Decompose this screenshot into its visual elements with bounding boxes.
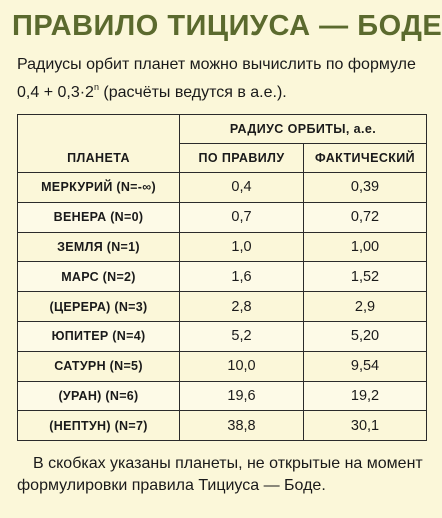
actual-value-cell: 0,39 xyxy=(304,173,427,203)
rule-value-cell: 2,8 xyxy=(180,292,304,322)
actual-value-cell: 1,52 xyxy=(304,262,427,292)
table-row xyxy=(18,351,427,381)
intro-text: Радиусы орбит планет можно вычислить по формуле 0,4 + 0,3·2 xyxy=(17,56,416,101)
rule-value-cell: 10,0 xyxy=(180,351,304,381)
rule-value-cell: 19,6 xyxy=(180,381,304,411)
rule-value-cell: 38,8 xyxy=(180,411,304,441)
planet-cell: (ЦЕРЕРА) (N=3) xyxy=(18,292,180,322)
actual-value-cell: 19,2 xyxy=(304,381,427,411)
header-actual: ФАКТИЧЕСКИЙ xyxy=(304,144,427,173)
actual-value-cell: 9,54 xyxy=(304,351,427,381)
rule-value-cell: 5,2 xyxy=(180,321,304,351)
planet-cell: ЗЕМЛЯ (N=1) xyxy=(18,232,180,262)
planet-cell: САТУРН (N=5) xyxy=(18,351,180,381)
actual-value-cell: 0,72 xyxy=(304,202,427,232)
table-row xyxy=(18,173,427,203)
table-body xyxy=(18,173,427,441)
rule-value-cell: 1,6 xyxy=(180,262,304,292)
intro-text-end: (расчёты ведутся в а.е.). xyxy=(98,84,287,101)
footnote: В скобках указаны планеты, не открытые на момент формулировки правила Тициуса — Боде. xyxy=(17,455,423,495)
actual-value-cell: 5,20 xyxy=(304,321,427,351)
table-row xyxy=(18,411,427,441)
planet-cell: ЮПИТЕР (N=4) xyxy=(18,321,180,351)
actual-value-cell: 1,00 xyxy=(304,232,427,262)
header-orbit-radius: РАДИУС ОРБИТЫ, а.е. xyxy=(180,115,427,144)
header-by-rule: ПО ПРАВИЛУ xyxy=(180,144,304,173)
table-row xyxy=(18,202,427,232)
planet-cell: (УРАН) (N=6) xyxy=(18,381,180,411)
table-row xyxy=(18,292,427,322)
table-row xyxy=(18,262,427,292)
actual-value-cell: 30,1 xyxy=(304,411,427,441)
header-planet: ПЛАНЕТА xyxy=(18,115,180,173)
actual-value-cell: 2,9 xyxy=(304,292,427,322)
rule-value-cell: 0,7 xyxy=(180,202,304,232)
planet-cell: МЕРКУРИЙ (N=-∞) xyxy=(18,173,180,203)
planet-cell: (НЕПТУН) (N=7) xyxy=(18,411,180,441)
table-row xyxy=(18,321,427,351)
table-row xyxy=(18,232,427,262)
page-title: ПРАВИЛО ТИЦИУСА — БОДЕ xyxy=(12,10,442,42)
intro-paragraph xyxy=(17,54,428,104)
rule-value-cell: 0,4 xyxy=(180,173,304,203)
planet-cell: ВЕНЕРА (N=0) xyxy=(18,202,180,232)
planet-cell: МАРС (N=2) xyxy=(18,262,180,292)
rule-value-cell: 1,0 xyxy=(180,232,304,262)
table-row xyxy=(18,381,427,411)
titius-bode-table xyxy=(17,114,427,441)
formula-exponent: n xyxy=(93,82,99,92)
